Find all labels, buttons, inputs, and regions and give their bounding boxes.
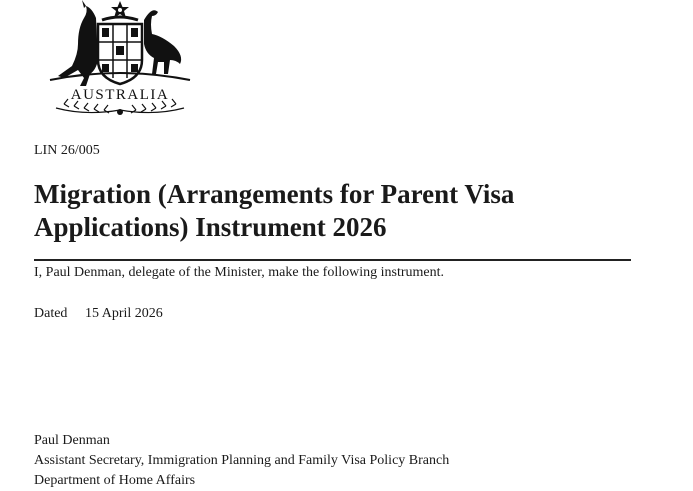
- coat-of-arms-icon: [30, 0, 210, 124]
- making-statement: I, Paul Denman, delegate of the Minister, make the following instrument.: [34, 265, 445, 280]
- signatory-position: Assistant Secretary, Immigration Planning and Family Visa Policy Branch: [34, 453, 450, 468]
- dated-row: [34, 306, 163, 322]
- signatory-block: [34, 431, 449, 491]
- dated-value: 15 April 2026: [85, 306, 163, 321]
- dated-label: Dated: [34, 306, 68, 321]
- crest-label: AUSTRALIA: [70, 87, 170, 103]
- title-divider: [34, 259, 631, 261]
- signatory-name: Paul Denman: [34, 433, 110, 448]
- instrument-number: LIN 26/005: [34, 143, 100, 158]
- signatory-department: Department of Home Affairs: [34, 473, 196, 488]
- document-title: Migration (Arrangements for Parent Visa Applications) Instrument 2026: [34, 179, 515, 242]
